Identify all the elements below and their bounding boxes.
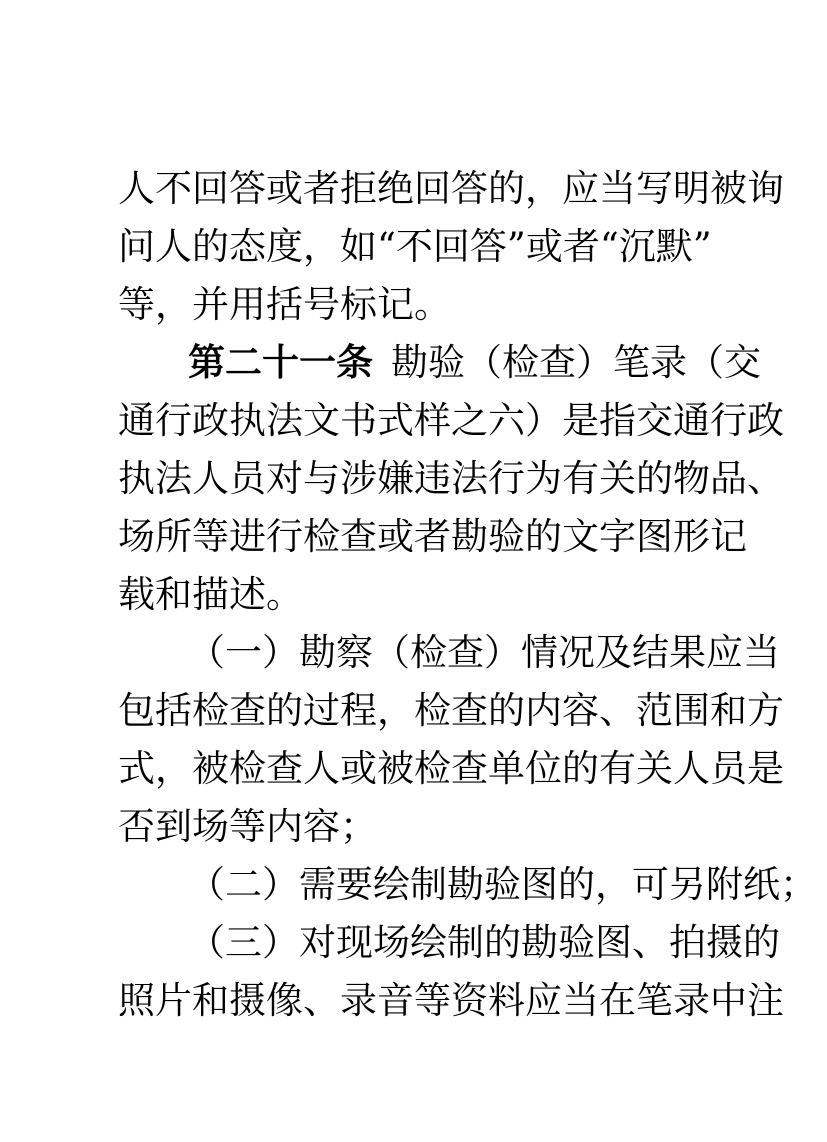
item-1-line-3: 式，被检查人或被检查单位的有关人员是 [118,747,784,790]
item-1-line-2: 包括检查的过程，检查的内容、范围和方 [118,689,784,732]
text-line-6: 执法人员对与涉嫌违法行为有关的物品、 [118,457,784,500]
article-text-start: 勘验（检查）笔录（交 [391,341,761,384]
text-line-7: 场所等进行检查或者勘验的文字图形记 [118,515,747,558]
article-number: 第二十一条 [188,341,373,384]
item-1-line-4: 否到场等内容； [118,805,377,848]
text-line-8: 载和描述。 [118,573,303,616]
article-heading-line [188,334,761,392]
text-line-3: 等，并用括号标记。 [118,283,451,326]
item-3-line-2: 照片和摄像、录音等资料应当在笔录中注 [118,979,784,1022]
item-1-line-1: （一）勘察（检查）情况及结果应当 [188,631,780,674]
item-3-line-1: （三）对现场绘制的勘验图、拍摄的 [188,921,780,964]
text-line-1: 人不回答或者拒绝回答的，应当写明被询 [118,167,784,210]
text-line-5: 通行政执法文书式样之六）是指交通行政 [118,399,784,442]
item-2-line: （二）需要绘制勘验图的，可另附纸； [188,863,817,906]
text-line-2: 问人的态度，如“不回答”或者“沉默” [118,225,712,268]
